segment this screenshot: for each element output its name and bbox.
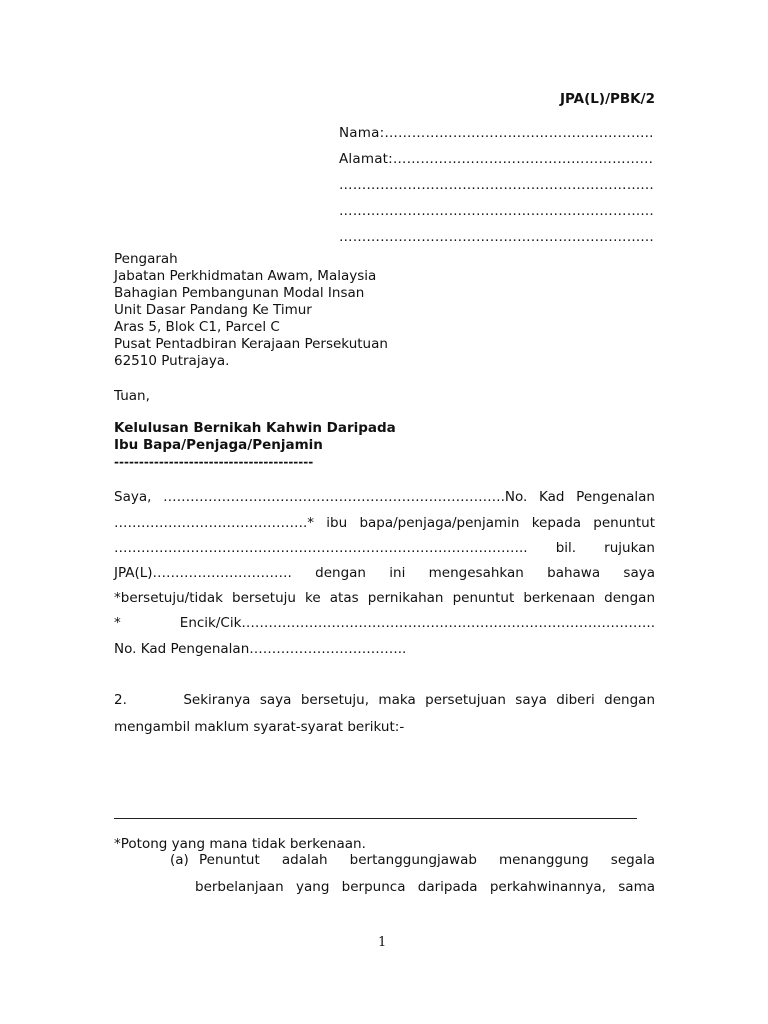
form-reference: JPA(L)/PBK/2	[560, 91, 655, 107]
footnote-divider	[114, 818, 637, 819]
condition-label: (a)	[170, 852, 189, 868]
sender-address-line: …………………………………………………………...	[339, 177, 654, 193]
subject-line: Kelulusan Bernikah Kahwin Daripada	[114, 420, 396, 436]
paragraph-2-line: 2. Sekiranya saya bersetuju, maka persetujuan saya diberi dengan	[114, 692, 655, 708]
subject-underline: ----------------------------------------	[114, 455, 314, 469]
recipient-line: Jabatan Perkhidmatan Awam, Malaysia	[114, 268, 377, 284]
sender-address-line: …………………………………………………………...	[339, 203, 654, 219]
recipient-line: Bahagian Pembangunan Modal Insan	[114, 285, 365, 301]
subject-line: Ibu Bapa/Penjaga/Penjamin	[114, 437, 323, 453]
recipient-address	[114, 251, 388, 370]
paragraph-line: * Encik/Cik………………………………………………………………………………..	[114, 615, 655, 631]
paragraph-2-line: mengambil maklum syarat-syarat berikut:-	[114, 719, 405, 735]
recipient-line: 62510 Putrajaya.	[114, 353, 230, 369]
paragraph-line: JPA(L)…………………………. dengan ini mengesahkan bahawa saya	[114, 565, 655, 581]
paragraph-line: No. Kad Pengenalan……………………………..	[114, 641, 407, 657]
paragraph-line: …………………………………….* ibu bapa/penjaga/penjamin kepada penuntut	[114, 515, 655, 531]
paragraph-line: *bersetuju/tidak bersetuju ke atas pernikahan penuntut berkenaan dengan	[114, 590, 655, 606]
subject-heading	[114, 420, 396, 471]
condition-text: berbelanjaan yang berpunca daripada perkahwinannya, sama	[195, 879, 655, 895]
recipient-line: Pusat Pentadbiran Kerajaan Persekutuan	[114, 336, 388, 352]
condition-text: Penuntut adalah bertanggungjawab menanggung segala	[199, 852, 655, 868]
paragraph-line: ……………………………………………………………………………….. bil. rujukan	[114, 540, 655, 556]
recipient-line: Pengarah	[114, 251, 178, 267]
sender-name-field: Nama:…………………………………………………..	[339, 125, 654, 141]
footnote: *Potong yang mana tidak berkenaan.	[114, 836, 366, 852]
sender-address-line: …………………………………………………………...	[339, 229, 654, 245]
page-number: 1	[378, 935, 387, 950]
recipient-line: Unit Dasar Pandang Ke Timur	[114, 302, 312, 318]
sender-address-field: Alamat:…………………………………………………	[339, 151, 654, 167]
recipient-line: Aras 5, Blok C1, Parcel C	[114, 319, 280, 335]
paragraph-line: Saya, ………………………………………………………………….No. Kad Pengenalan	[114, 489, 655, 505]
salutation: Tuan,	[114, 388, 150, 404]
